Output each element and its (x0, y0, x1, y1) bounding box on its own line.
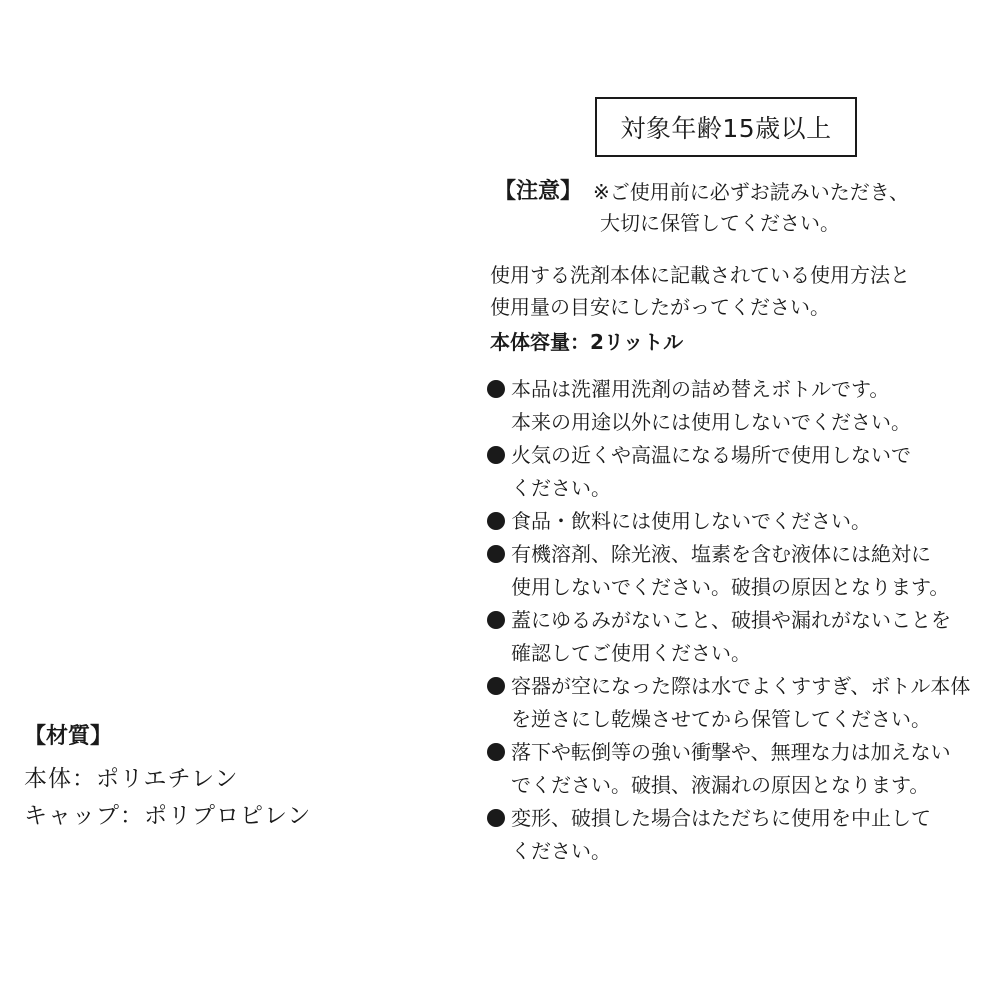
bullet-icon (487, 677, 505, 695)
note-text: 本来の用途以外には使用しないでください。 (511, 410, 911, 434)
note-text: 変形、破損した場合はただちに使用を中止して (511, 806, 931, 830)
caution-line-2: 大切に保管してください。 (600, 211, 840, 235)
bullet-icon (487, 446, 505, 464)
note-text: 本品は洗濯用洗剤の詰め替えボトルです。 (511, 377, 890, 401)
material-heading: 【材質】 (24, 724, 113, 749)
bullet-icon (487, 743, 505, 761)
caution-heading: 【注意】 (494, 179, 583, 204)
note-item-2 (487, 439, 992, 505)
caution-line-1: ※ご使用前に必ずお読みいただき、 (593, 180, 909, 204)
note-text: ください。 (511, 839, 611, 863)
note-item-8 (487, 802, 992, 868)
note-item-7 (487, 736, 992, 802)
age-notice: 対象年齢15歳以上 (620, 114, 832, 143)
note-item-3 (487, 505, 992, 538)
bullet-icon (487, 809, 505, 827)
note-text: 蓋にゆるみがないこと、破損や漏れがないことを (511, 608, 951, 632)
note-text: 火気の近くや高温になる場所で使用しないで (511, 443, 911, 467)
bullet-icon (487, 380, 505, 398)
age-notice-box (595, 97, 857, 157)
bullet-icon (487, 512, 505, 530)
usage-line-2: 使用量の目安にしたがってください。 (490, 295, 830, 319)
note-text: 使用しないでください。破損の原因となります。 (511, 575, 950, 599)
material-cap: キャップ：ポリプロピレン (24, 803, 312, 829)
note-text: 落下や転倒等の強い衝撃や、無理な力は加えない (511, 740, 951, 764)
bullet-icon (487, 545, 505, 563)
usage-line-1: 使用する洗剤本体に記載されている使用方法と (490, 263, 910, 287)
note-item-1 (487, 373, 992, 439)
note-item-4 (487, 538, 992, 604)
note-text: 確認してご使用ください。 (511, 641, 751, 665)
note-text: ください。 (511, 476, 611, 500)
note-text: 有機溶剤、除光液、塩素を含む液体には絶対に (511, 542, 931, 566)
caution-notes-list (487, 373, 992, 868)
note-text: を逆さにし乾燥させてから保管してください。 (511, 707, 931, 731)
capacity-label: 本体容量：2リットル (490, 330, 684, 354)
note-text: でください。破損、液漏れの原因となります。 (511, 773, 930, 797)
material-body: 本体：ポリエチレン (24, 766, 239, 792)
note-text: 容器が空になった際は水でよくすすぎ、ボトル本体 (511, 674, 971, 698)
bullet-icon (487, 611, 505, 629)
note-item-6 (487, 670, 992, 736)
note-item-5 (487, 604, 992, 670)
note-text: 食品・飲料には使用しないでください。 (511, 509, 871, 533)
